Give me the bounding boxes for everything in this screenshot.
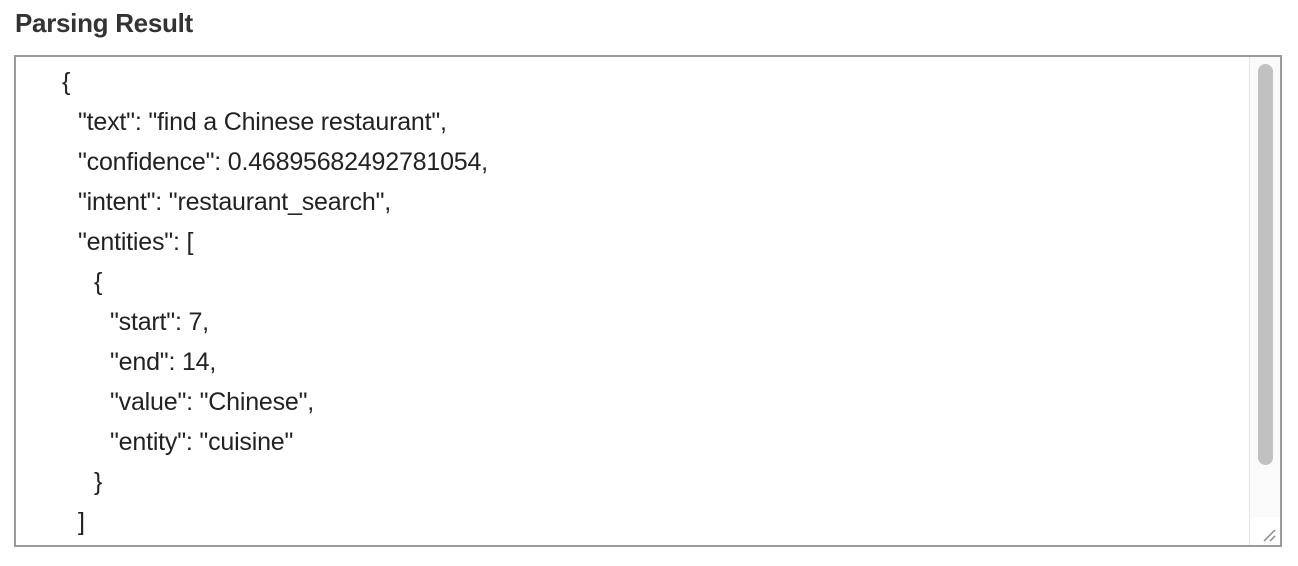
result-line: "text": "find a Chinese restaurant", (78, 108, 447, 136)
result-line: { (94, 268, 103, 296)
result-line: "entities": [ (78, 228, 194, 256)
result-line: "confidence": 0.46895682492781054, (78, 148, 488, 176)
result-line: { (62, 68, 71, 96)
resize-handle[interactable] (1249, 517, 1280, 545)
result-lines (16, 62, 1248, 542)
result-line: } (94, 468, 103, 496)
result-line: "intent": "restaurant_search", (78, 188, 391, 216)
resize-grip-icon (1260, 526, 1276, 542)
scrollbar-thumb[interactable] (1258, 64, 1273, 465)
result-line: "entity": "cuisine" (110, 428, 294, 456)
result-line: "value": "Chinese", (110, 388, 315, 416)
parsing-result-textarea[interactable] (14, 55, 1282, 547)
vertical-scrollbar[interactable] (1249, 57, 1280, 517)
result-line: "end": 14, (110, 348, 217, 376)
result-line: ] (78, 508, 85, 536)
result-line: "start": 7, (110, 308, 209, 336)
page-title: Parsing Result (15, 8, 193, 38)
